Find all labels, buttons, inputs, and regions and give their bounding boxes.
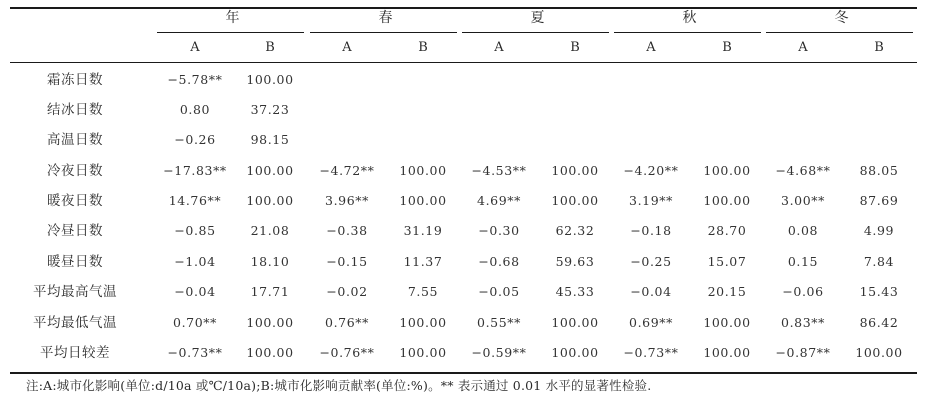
row-label: 平均最低气温 <box>33 315 117 331</box>
table-cell: 0.55** <box>477 315 521 330</box>
row-label: 霜冻日数 <box>47 72 103 88</box>
table-cell: 100.00 <box>855 345 903 360</box>
table-cell: 86.42 <box>859 315 899 330</box>
table-cell: −0.76** <box>319 345 375 360</box>
table-cell: −0.30 <box>478 223 520 238</box>
table-cell: −4.68** <box>775 163 831 178</box>
season-header-underline <box>462 32 609 33</box>
table-cell: 100.00 <box>551 315 599 330</box>
table-cell: 15.43 <box>859 284 899 299</box>
table-cell: −0.04 <box>174 284 216 299</box>
table-cell: −0.73** <box>623 345 679 360</box>
column-header-a: A <box>646 40 656 55</box>
table-cell: 7.55 <box>407 284 439 299</box>
table-cell: 17.71 <box>250 284 290 299</box>
season-header-underline <box>766 32 913 33</box>
table-cell: −5.78** <box>167 72 223 87</box>
table-cell: 0.80 <box>179 102 211 117</box>
table-cell: 100.00 <box>246 72 294 87</box>
table-cell: −0.06 <box>782 284 824 299</box>
table-cell: 100.00 <box>246 163 294 178</box>
table-cell: 100.00 <box>703 345 751 360</box>
table-cell: 100.00 <box>703 163 751 178</box>
table-cell: 100.00 <box>399 163 447 178</box>
table-cell: −4.20** <box>623 163 679 178</box>
table-cell: −0.18 <box>630 223 672 238</box>
row-label: 平均日较差 <box>40 345 110 361</box>
row-label: 冷昼日数 <box>47 223 103 239</box>
table-cell: −0.05 <box>478 284 520 299</box>
table-cell: 100.00 <box>246 315 294 330</box>
table-cell: 20.15 <box>707 284 747 299</box>
row-label: 结冰日数 <box>47 102 103 118</box>
table-cell: 87.69 <box>859 193 899 208</box>
table-cell: 100.00 <box>551 345 599 360</box>
column-header-b: B <box>874 40 884 55</box>
table-cell: −0.25 <box>630 254 672 269</box>
table-cell: 100.00 <box>399 315 447 330</box>
table-cell: 59.63 <box>555 254 595 269</box>
table-footnote: 注:A:城市化影响(单位:d/10a 或℃/10a);B:城市化影响贡献率(单位:%)。** 表示通过 0.01 水平的显著性检验. <box>26 378 652 393</box>
table-cell: 14.76** <box>168 193 222 208</box>
table-cell: −0.02 <box>326 284 368 299</box>
column-header-a: A <box>190 40 200 55</box>
table-cell: 100.00 <box>246 345 294 360</box>
season-header-underline <box>157 32 304 33</box>
table-cell: 100.00 <box>551 163 599 178</box>
column-header-a: A <box>494 40 504 55</box>
season-header: 夏 <box>530 10 545 26</box>
table-cell: 62.32 <box>555 223 595 238</box>
table-cell: 98.15 <box>250 132 290 147</box>
table-header-rule <box>10 62 917 63</box>
table-cell: −0.73** <box>167 345 223 360</box>
season-header-underline <box>614 32 761 33</box>
table-cell: 18.10 <box>250 254 290 269</box>
row-label: 暖夜日数 <box>47 193 103 209</box>
table-cell: 0.15 <box>787 254 819 269</box>
table-cell: −0.85 <box>174 223 216 238</box>
table-cell: −4.72** <box>319 163 375 178</box>
table-cell: −17.83** <box>163 163 227 178</box>
table-cell: 100.00 <box>246 193 294 208</box>
table-cell: −0.68 <box>478 254 520 269</box>
table-cell: −0.59** <box>471 345 527 360</box>
table-cell: 21.08 <box>250 223 290 238</box>
season-header: 年 <box>225 10 240 26</box>
column-header-b: B <box>570 40 580 55</box>
table-cell: 37.23 <box>250 102 290 117</box>
table-cell: −4.53** <box>471 163 527 178</box>
row-label: 平均最高气温 <box>33 284 117 300</box>
table-cell: 3.96** <box>325 193 369 208</box>
season-header: 春 <box>378 10 393 26</box>
table-cell: 3.19** <box>629 193 673 208</box>
table-cell: −0.26 <box>174 132 216 147</box>
season-header-underline <box>310 32 457 33</box>
row-label: 暖昼日数 <box>47 254 103 270</box>
table-cell: 100.00 <box>399 345 447 360</box>
season-header: 冬 <box>834 10 849 26</box>
table-cell: −1.04 <box>174 254 216 269</box>
table-cell: 7.84 <box>863 254 895 269</box>
table-cell: 100.00 <box>703 315 751 330</box>
table-cell: 0.76** <box>325 315 369 330</box>
table-bottom-rule <box>10 372 917 374</box>
table-cell: 4.99 <box>863 223 895 238</box>
table-cell: 15.07 <box>707 254 747 269</box>
column-header-a: A <box>342 40 352 55</box>
table-cell: 4.69** <box>477 193 521 208</box>
table-cell: 100.00 <box>551 193 599 208</box>
table-cell: 0.83** <box>781 315 825 330</box>
table-cell: 45.33 <box>555 284 595 299</box>
column-header-a: A <box>798 40 808 55</box>
row-label: 高温日数 <box>47 132 103 148</box>
table-cell: −0.04 <box>630 284 672 299</box>
table-cell: −0.38 <box>326 223 368 238</box>
table-cell: 28.70 <box>707 223 747 238</box>
season-header: 秋 <box>682 10 697 26</box>
table-cell: −0.87** <box>775 345 831 360</box>
table-cell: 100.00 <box>399 193 447 208</box>
table-cell: 0.69** <box>629 315 673 330</box>
column-header-b: B <box>722 40 732 55</box>
table-cell: 11.37 <box>403 254 443 269</box>
table-cell: 100.00 <box>703 193 751 208</box>
column-header-b: B <box>418 40 428 55</box>
table-cell: 0.08 <box>787 223 819 238</box>
table-cell: −0.15 <box>326 254 368 269</box>
column-header-b: B <box>265 40 275 55</box>
table-cell: 88.05 <box>859 163 899 178</box>
row-label: 冷夜日数 <box>47 163 103 179</box>
table-cell: 31.19 <box>403 223 443 238</box>
table-cell: 3.00** <box>781 193 825 208</box>
table-top-rule <box>10 7 917 9</box>
table-cell: 0.70** <box>173 315 217 330</box>
